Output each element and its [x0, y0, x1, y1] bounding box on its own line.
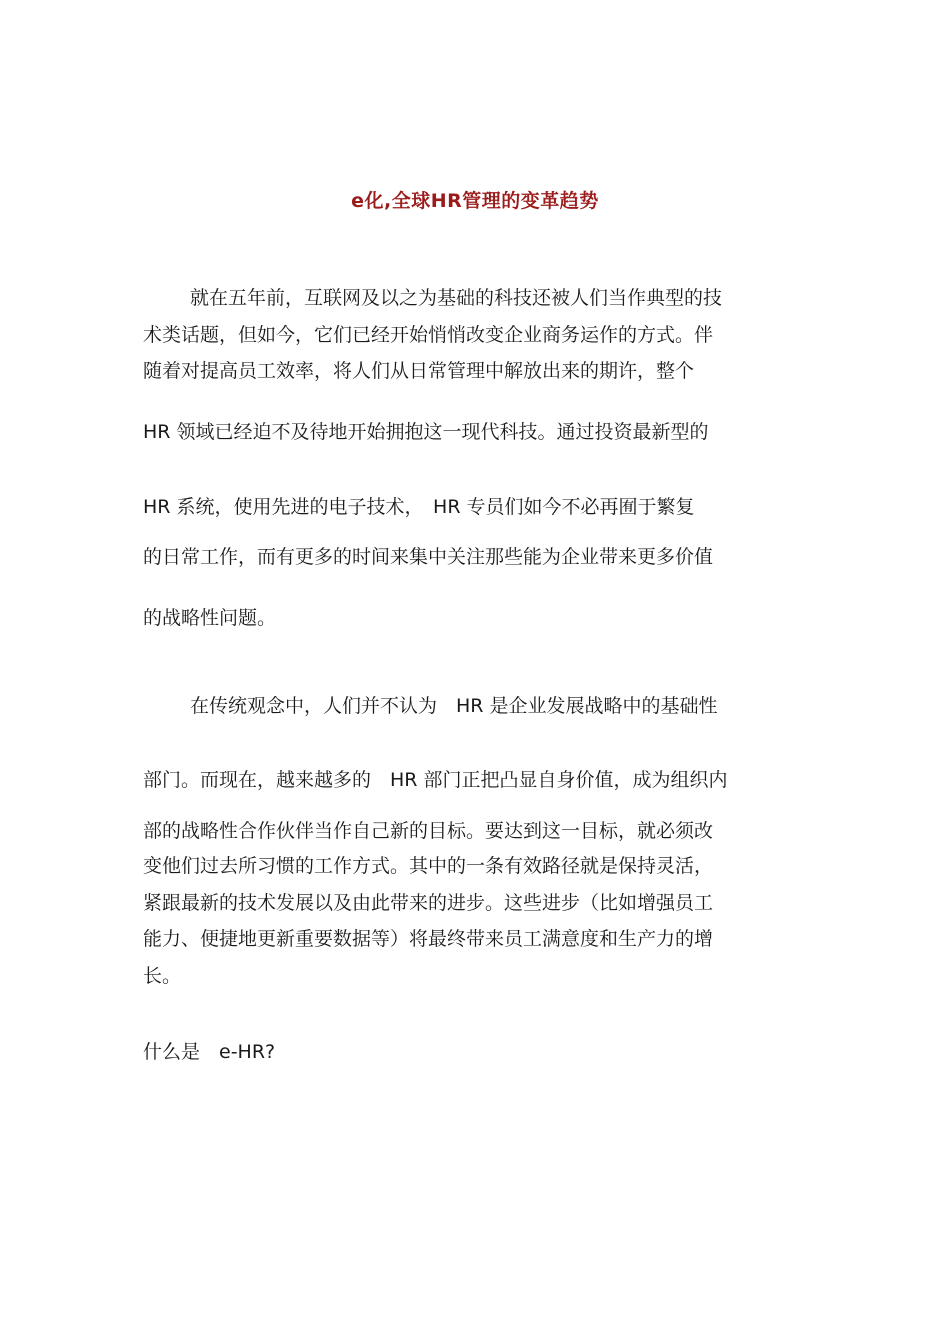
paragraph-2-line-4: 变他们过去所习惯的工作方式。其中的一条有效路径就是保持灵活，	[143, 855, 714, 877]
paragraph-1-line-1: 就在五年前，互联网及以之为基础的科技还被人们当作典型的技	[190, 287, 723, 309]
paragraph-1-line-3: 随着对提高员工效率，将人们从日常管理中解放出来的期许，整个	[143, 360, 695, 382]
paragraph-1-line-2: 术类话题，但如今，它们已经开始悄悄改变企业商务运作的方式。伴	[143, 324, 714, 346]
paragraph-2-line-7: 长。	[143, 965, 182, 987]
paragraph-2-line-5: 紧跟最新的技术发展以及由此带来的进步。这些进步（比如增强员工	[143, 892, 714, 914]
paragraph-2-line-3: 部的战略性合作伙伴当作自己新的目标。要达到这一目标，就必须改	[143, 820, 714, 842]
document-title: e化,全球HR管理的变革趋势	[351, 190, 599, 212]
paragraph-2-line-1: 在传统观念中，人们并不认为 HR 是企业发展战略中的基础性	[190, 695, 718, 717]
paragraph-2-line-6: 能力、便捷地更新重要数据等）将最终带来员工满意度和生产力的增	[143, 928, 714, 950]
section-question: 什么是 e-HR?	[143, 1041, 276, 1063]
paragraph-1-line-4: HR 领域已经迫不及待地开始拥抱这一现代科技。通过投资最新型的	[143, 421, 709, 443]
paragraph-2-line-2: 部门。而现在，越来越多的 HR 部门正把凸显自身价值，成为组织内	[143, 769, 728, 791]
paragraph-1-line-7: 的战略性问题。	[143, 607, 277, 629]
paragraph-1-line-5: HR 系统，使用先进的电子技术， HR 专员们如今不必再囿于繁复	[143, 496, 695, 518]
paragraph-1-line-6: 的日常工作，而有更多的时间来集中关注那些能为企业带来更多价值	[143, 546, 714, 568]
